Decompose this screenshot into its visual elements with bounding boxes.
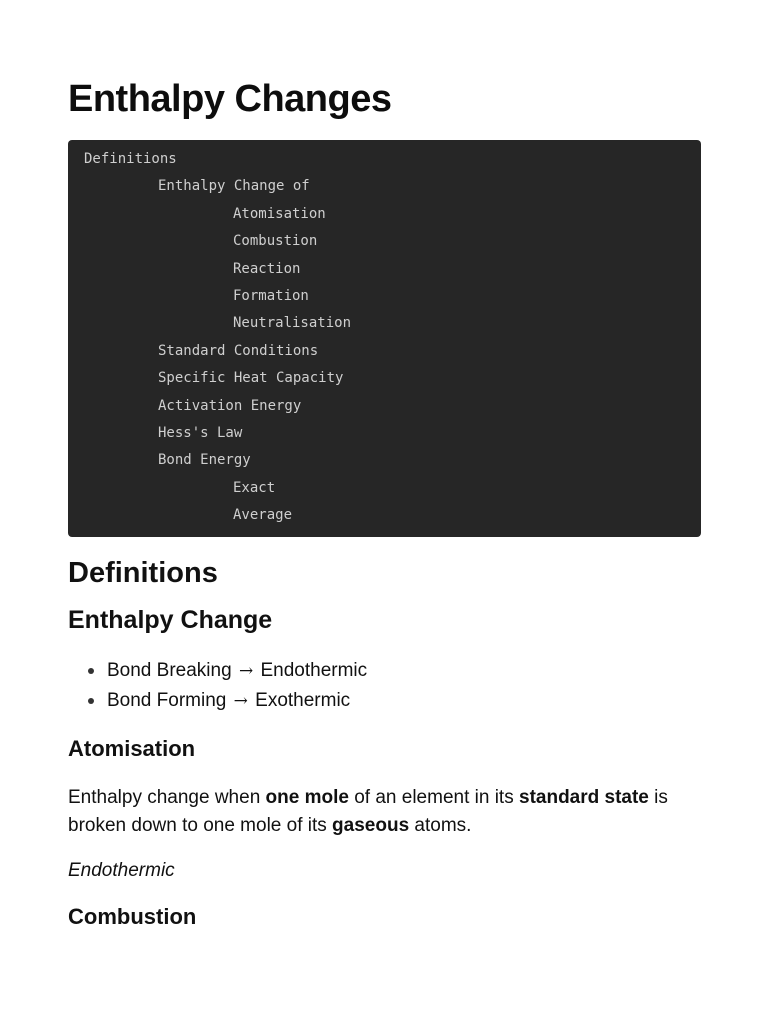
outline-line: Hess's Law [158,425,243,441]
outline-line: Definitions [84,151,177,167]
atomisation-note: Endothermic [68,860,175,881]
page-title: Enthalpy Changes [68,78,392,120]
right-arrow-icon: → [233,691,248,711]
outline-line: Specific Heat Capacity [158,370,344,386]
atomisation-heading: Atomisation [68,736,196,761]
combustion-heading: Combustion [68,904,197,929]
bullet-list [68,656,367,716]
list-item: Bond Forming → Exothermic [68,686,367,716]
atomisation-definition: Enthalpy change when one mole of an element in its standard state is broken down to one mole of its gaseous atoms. [68,787,668,836]
outline-line: Atomisation [233,206,326,222]
enthalpy-change-heading: Enthalpy Change [68,606,273,634]
bullet-dot-icon [88,698,94,704]
outline-line: Average [233,507,293,523]
list-item: Bond Breaking → Endothermic [68,656,367,686]
outline-line: Neutralisation [233,315,352,331]
outline-code-block [68,140,701,537]
right-arrow-icon: → [238,661,254,681]
outline-line: Formation [233,288,309,304]
outline-line: Enthalpy Change of [158,178,310,194]
outline-line: Exact [233,480,276,496]
outline-line: Activation Energy [158,398,302,414]
definitions-heading: Definitions [68,557,218,589]
outline-line: Reaction [233,261,301,277]
outline-line: Bond Energy [158,452,251,468]
outline-line: Combustion [233,233,318,249]
bullet-dot-icon [88,668,94,674]
outline-line: Standard Conditions [158,343,319,359]
